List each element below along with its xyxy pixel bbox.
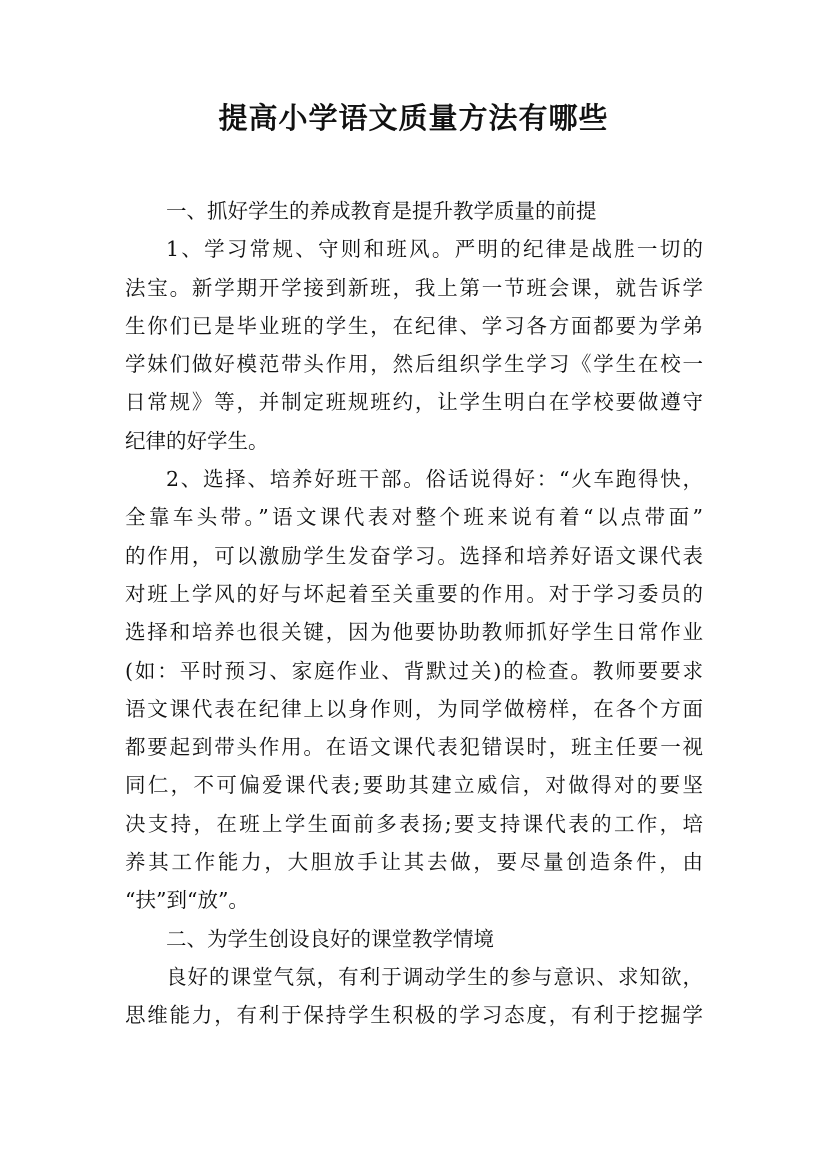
text-line: 同仁，不可偏爱课代表;要助其建立威信，对做得对的要坚 (125, 773, 703, 798)
text-line: 法宝。新学期开学接到新班，我上第一节班会课，就告诉学 (125, 275, 703, 300)
text-line: 的作用，可以激励学生发奋学习。选择和培养好语文课代表 (125, 543, 703, 568)
text-line: 良好的课堂气氛，有利于调动学生的参与意识、求知欲， (166, 964, 703, 989)
text-line: 都要起到带头作用。在语文课代表犯错误时，班主任要一视 (125, 735, 703, 760)
text-line: 日常规》等，并制定班规班约，让学生明白在学校要做遵守 (125, 390, 703, 415)
text-line: 学妹们做好模范带头作用，然后组织学生学习《学生在校一 (125, 352, 703, 377)
text-line: 生你们已是毕业班的学生，在纪律、学习各方面都要为学弟 (125, 313, 703, 338)
text-line: 2、选择、培养好班干部。俗话说得好：“火车跑得快， (166, 467, 703, 492)
text-line: 语文课代表在纪律上以身作则，为同学做榜样，在各个方面 (125, 696, 703, 721)
document-body (125, 192, 703, 1035)
text-line: (如：平时预习、家庭作业、背默过关)的检查。教师要要求 (125, 658, 703, 683)
text-line: 对班上学风的好与坏起着至关重要的作用。对于学习委员的 (125, 581, 703, 606)
text-line: 选择和培养也很关键，因为他要协助教师抓好学生日常作业 (125, 620, 703, 645)
text-line: 决支持，在班上学生面前多表扬;要支持课代表的工作，培 (125, 811, 703, 836)
text-line: 1、学习常规、守则和班风。严明的纪律是战胜一切的 (166, 237, 703, 262)
text-line: 二、为学生创设良好的课堂教学情境 (166, 926, 494, 951)
text-line: 全靠车头带。”语文课代表对整个班来说有着“以点带面” (125, 505, 703, 530)
text-line: 思维能力，有利于保持学生积极的学习态度，有利于挖掘学 (125, 1003, 703, 1028)
text-line: 纪律的好学生。 (125, 428, 269, 453)
text-line: 养其工作能力，大胆放手让其去做，要尽量创造条件，由 (125, 850, 703, 875)
document-title: 提高小学语文质量方法有哪些 (218, 101, 609, 135)
text-line: 一、抓好学生的养成教育是提升教学质量的前提 (166, 199, 597, 223)
text-line: “扶”到“放”。 (125, 888, 249, 913)
